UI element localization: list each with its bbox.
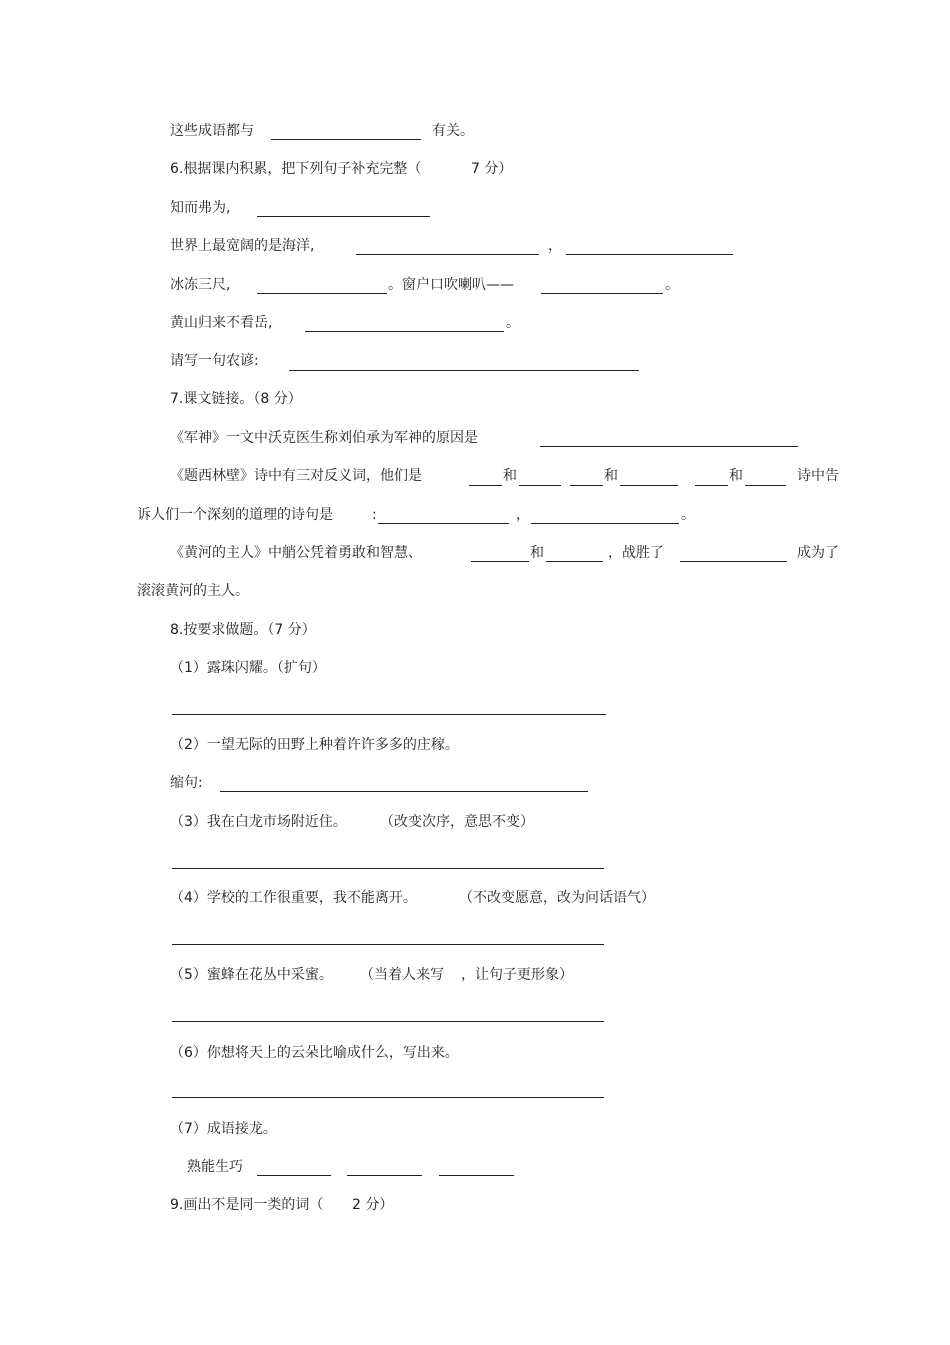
q7-blank3b[interactable] bbox=[531, 523, 679, 524]
q6-line3a: 冰冻三尺, bbox=[170, 277, 231, 293]
q6-blank2a[interactable] bbox=[356, 254, 539, 255]
q7-and-4: 和 bbox=[530, 545, 544, 561]
q7-and-3: 和 bbox=[729, 468, 743, 484]
q8-s7-blank3[interactable] bbox=[439, 1175, 514, 1176]
q8-s5-req2: ，让句子更形象） bbox=[461, 967, 573, 983]
q7-blank2-3[interactable] bbox=[570, 485, 603, 486]
q8-s5-req: （当着人来写 bbox=[360, 967, 444, 983]
q7-line4c: 成为了 bbox=[797, 545, 839, 561]
q8-s7: （7）成语接龙。 bbox=[170, 1121, 277, 1137]
q7-line3-comma: ， bbox=[516, 507, 530, 523]
q7-and-1: 和 bbox=[503, 468, 517, 484]
q7-blank4-2[interactable] bbox=[546, 561, 603, 562]
q7-title: 7.课文链接。（8 分） bbox=[170, 391, 302, 407]
q8-s2-answer-line[interactable] bbox=[220, 791, 588, 792]
q8-s2-sub: 缩句: bbox=[170, 775, 203, 791]
q6-line3c: 。 bbox=[665, 277, 679, 293]
q7-line2b: 诗中告 bbox=[797, 468, 839, 484]
q8-s1-answer-line[interactable] bbox=[172, 714, 606, 715]
q6-line4: 黄山归来不看岳, bbox=[170, 315, 273, 331]
q6-blank3a[interactable] bbox=[257, 293, 387, 294]
q7-line3a: 诉人们一个深刻的道理的诗句是 bbox=[137, 507, 333, 523]
q6-blank4[interactable] bbox=[305, 331, 504, 332]
q5-suffix: 有关。 bbox=[432, 123, 474, 139]
q8-s2: （2）一望无际的田野上种着许许多多的庄稼。 bbox=[170, 737, 459, 753]
q6-blank5[interactable] bbox=[289, 370, 639, 371]
q7-line2a: 《题西林壁》诗中有三对反义词，他们是 bbox=[170, 468, 422, 484]
q9-title: 9.画出不是同一类的词（ bbox=[170, 1197, 324, 1213]
q7-line5: 滚滚黄河的主人。 bbox=[137, 583, 249, 599]
q7-blank2-6[interactable] bbox=[745, 485, 786, 486]
q8-s7-start: 熟能生巧 bbox=[187, 1159, 243, 1175]
q6-blank1[interactable] bbox=[257, 216, 430, 217]
q6-line4-end: 。 bbox=[506, 315, 520, 331]
q6-line1: 知而弗为, bbox=[170, 200, 231, 216]
q7-and-2: 和 bbox=[604, 468, 618, 484]
q7-blank2-5[interactable] bbox=[695, 485, 728, 486]
q7-blank2-4[interactable] bbox=[620, 485, 678, 486]
q8-s5-answer-line[interactable] bbox=[172, 1021, 604, 1022]
q7-line4b: ，战胜了 bbox=[608, 545, 664, 561]
q8-s6: （6）你想将天上的云朵比喻成什么，写出来。 bbox=[170, 1045, 459, 1061]
q8-s5: （5）蜜蜂在花丛中采蜜。 bbox=[170, 967, 333, 983]
q6-title: 6.根据课内积累，把下列句子补充完整（ bbox=[170, 161, 422, 177]
q5-blank[interactable] bbox=[271, 139, 421, 140]
q6-line2: 世界上最宽阔的是海洋, bbox=[170, 238, 315, 254]
q8-s4-answer-line[interactable] bbox=[172, 944, 604, 945]
q7-line4a: 《黄河的主人》中艄公凭着勇敢和智慧、 bbox=[170, 545, 422, 561]
q6-blank2b[interactable] bbox=[566, 254, 733, 255]
q8-s4-req: （不改变愿意，改为问话语气） bbox=[459, 890, 655, 906]
q8-s3-answer-line[interactable] bbox=[172, 868, 604, 869]
q8-s1: （1）露珠闪耀。（扩句） bbox=[170, 660, 326, 676]
q8-s3: （3）我在白龙市场附近住。 bbox=[170, 814, 347, 830]
q6-line3b: 。窗户口吹喇叭—— bbox=[388, 277, 514, 293]
q7-blank2-1[interactable] bbox=[469, 485, 502, 486]
q6-line2-comma: ， bbox=[548, 238, 562, 254]
q8-s7-blank1[interactable] bbox=[257, 1175, 331, 1176]
q6-line5: 请写一句农谚: bbox=[170, 353, 259, 369]
q7-line1: 《军神》一文中沃克医生称刘伯承为军神的原因是 bbox=[170, 430, 478, 446]
q5-prefix: 这些成语都与 bbox=[170, 123, 254, 139]
q8-s6-answer-line[interactable] bbox=[172, 1097, 604, 1098]
q8-s4: （4）学校的工作很重要，我不能离开。 bbox=[170, 890, 417, 906]
q7-blank1[interactable] bbox=[540, 446, 798, 447]
q7-blank2-2[interactable] bbox=[519, 485, 561, 486]
q7-line3-colon: : bbox=[372, 507, 377, 523]
q6-score: 7 分） bbox=[471, 161, 513, 177]
q8-s3-req: （改变次序，意思不变） bbox=[380, 814, 534, 830]
q8-s7-blank2[interactable] bbox=[347, 1175, 422, 1176]
q8-title: 8.按要求做题。（7 分） bbox=[170, 622, 316, 638]
q6-blank3b[interactable] bbox=[541, 293, 663, 294]
q9-score: 2 分） bbox=[352, 1197, 394, 1213]
q7-blank4-1[interactable] bbox=[471, 561, 529, 562]
q7-blank3a[interactable] bbox=[378, 523, 509, 524]
q7-blank4-3[interactable] bbox=[680, 561, 787, 562]
q7-line3-end: 。 bbox=[681, 507, 695, 523]
